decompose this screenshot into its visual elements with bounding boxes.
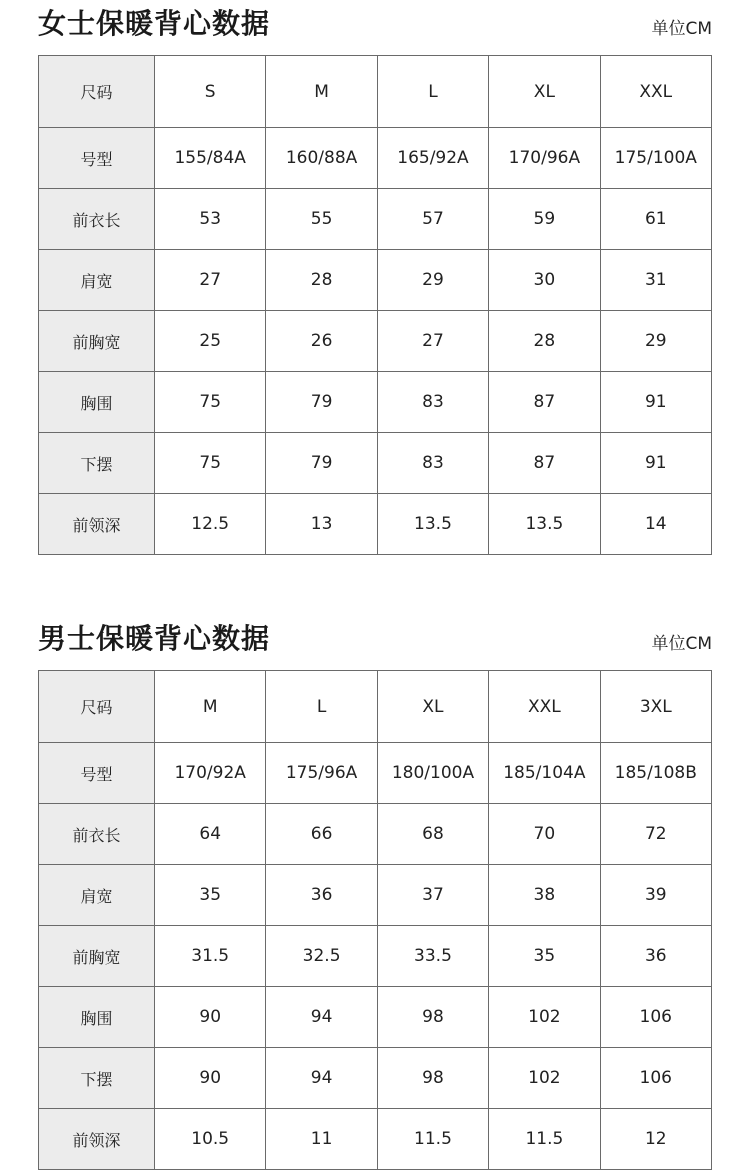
row-label-cell: 胸围 <box>39 987 155 1048</box>
table-cell: 185/108B <box>600 743 711 804</box>
table-cell: 155/84A <box>155 128 266 189</box>
table-cell: 14 <box>600 494 711 555</box>
table-cell: 170/96A <box>489 128 600 189</box>
row-label-cell: 号型 <box>39 743 155 804</box>
table-cell: 11 <box>266 1109 377 1170</box>
women-unit-label: 单位CM <box>651 19 712 39</box>
table-cell: 36 <box>600 926 711 987</box>
row-label-cell: 号型 <box>39 128 155 189</box>
table-cell: 27 <box>377 311 488 372</box>
table-cell: 26 <box>266 311 377 372</box>
table-cell: 102 <box>489 1048 600 1109</box>
header-label-cell: 尺码 <box>39 56 155 128</box>
size-header-cell: L <box>377 56 488 128</box>
table-cell: 33.5 <box>377 926 488 987</box>
row-label-cell: 下摆 <box>39 433 155 494</box>
table-cell: 31 <box>600 250 711 311</box>
table-cell: 35 <box>489 926 600 987</box>
row-label-cell: 胸围 <box>39 372 155 433</box>
row-label-cell: 前衣长 <box>39 804 155 865</box>
size-header-cell: XXL <box>600 56 711 128</box>
table-cell: 13.5 <box>377 494 488 555</box>
table-cell: 102 <box>489 987 600 1048</box>
table-row <box>39 804 712 865</box>
table-cell: 28 <box>266 250 377 311</box>
table-row <box>39 1109 712 1170</box>
women-section-header <box>38 0 712 55</box>
table-cell: 83 <box>377 372 488 433</box>
women-size-section <box>38 0 712 555</box>
table-cell: 170/92A <box>155 743 266 804</box>
row-label-cell: 肩宽 <box>39 865 155 926</box>
table-row <box>39 250 712 311</box>
table-cell: 90 <box>155 1048 266 1109</box>
table-row <box>39 372 712 433</box>
table-header-row <box>39 56 712 128</box>
size-header-cell: 3XL <box>600 671 711 743</box>
table-cell: 70 <box>489 804 600 865</box>
women-section-title: 女士保暖背心数据 <box>38 7 271 40</box>
table-cell: 31.5 <box>155 926 266 987</box>
table-cell: 53 <box>155 189 266 250</box>
table-cell: 160/88A <box>266 128 377 189</box>
table-cell: 11.5 <box>377 1109 488 1170</box>
row-label-cell: 前领深 <box>39 1109 155 1170</box>
men-size-section <box>38 615 712 1170</box>
row-label-cell: 前衣长 <box>39 189 155 250</box>
table-cell: 12 <box>600 1109 711 1170</box>
table-cell: 72 <box>600 804 711 865</box>
row-label-cell: 前领深 <box>39 494 155 555</box>
table-cell: 94 <box>266 987 377 1048</box>
table-cell: 30 <box>489 250 600 311</box>
table-cell: 91 <box>600 433 711 494</box>
men-section-title: 男士保暖背心数据 <box>38 622 271 655</box>
table-cell: 35 <box>155 865 266 926</box>
table-cell: 13.5 <box>489 494 600 555</box>
table-row <box>39 433 712 494</box>
table-cell: 165/92A <box>377 128 488 189</box>
table-cell: 75 <box>155 433 266 494</box>
table-cell: 37 <box>377 865 488 926</box>
size-header-cell: S <box>155 56 266 128</box>
men-size-table <box>38 670 712 1170</box>
size-header-cell: XL <box>489 56 600 128</box>
table-cell: 36 <box>266 865 377 926</box>
table-cell: 61 <box>600 189 711 250</box>
table-cell: 32.5 <box>266 926 377 987</box>
table-cell: 55 <box>266 189 377 250</box>
table-row <box>39 189 712 250</box>
table-cell: 10.5 <box>155 1109 266 1170</box>
table-cell: 175/100A <box>600 128 711 189</box>
table-cell: 98 <box>377 987 488 1048</box>
table-row <box>39 494 712 555</box>
men-section-header <box>38 615 712 670</box>
table-row <box>39 987 712 1048</box>
table-cell: 94 <box>266 1048 377 1109</box>
table-cell: 79 <box>266 372 377 433</box>
table-cell: 29 <box>600 311 711 372</box>
table-cell: 13 <box>266 494 377 555</box>
row-label-cell: 前胸宽 <box>39 926 155 987</box>
table-cell: 12.5 <box>155 494 266 555</box>
table-cell: 64 <box>155 804 266 865</box>
size-header-cell: L <box>266 671 377 743</box>
table-cell: 106 <box>600 987 711 1048</box>
men-unit-label: 单位CM <box>651 634 712 654</box>
table-cell: 87 <box>489 372 600 433</box>
table-cell: 75 <box>155 372 266 433</box>
table-row <box>39 311 712 372</box>
table-cell: 68 <box>377 804 488 865</box>
table-row <box>39 1048 712 1109</box>
table-header-row <box>39 671 712 743</box>
table-cell: 38 <box>489 865 600 926</box>
table-cell: 39 <box>600 865 711 926</box>
table-cell: 57 <box>377 189 488 250</box>
table-cell: 185/104A <box>489 743 600 804</box>
size-header-cell: XL <box>377 671 488 743</box>
table-row <box>39 865 712 926</box>
women-size-table <box>38 55 712 555</box>
table-row <box>39 128 712 189</box>
table-cell: 87 <box>489 433 600 494</box>
table-cell: 180/100A <box>377 743 488 804</box>
table-cell: 91 <box>600 372 711 433</box>
table-cell: 11.5 <box>489 1109 600 1170</box>
size-header-cell: M <box>266 56 377 128</box>
table-cell: 106 <box>600 1048 711 1109</box>
table-cell: 59 <box>489 189 600 250</box>
table-cell: 79 <box>266 433 377 494</box>
table-row <box>39 743 712 804</box>
table-cell: 90 <box>155 987 266 1048</box>
row-label-cell: 下摆 <box>39 1048 155 1109</box>
table-cell: 175/96A <box>266 743 377 804</box>
row-label-cell: 前胸宽 <box>39 311 155 372</box>
row-label-cell: 肩宽 <box>39 250 155 311</box>
size-header-cell: XXL <box>489 671 600 743</box>
table-cell: 25 <box>155 311 266 372</box>
table-cell: 28 <box>489 311 600 372</box>
table-cell: 98 <box>377 1048 488 1109</box>
table-cell: 27 <box>155 250 266 311</box>
table-cell: 66 <box>266 804 377 865</box>
size-header-cell: M <box>155 671 266 743</box>
table-cell: 29 <box>377 250 488 311</box>
header-label-cell: 尺码 <box>39 671 155 743</box>
table-cell: 83 <box>377 433 488 494</box>
table-row <box>39 926 712 987</box>
